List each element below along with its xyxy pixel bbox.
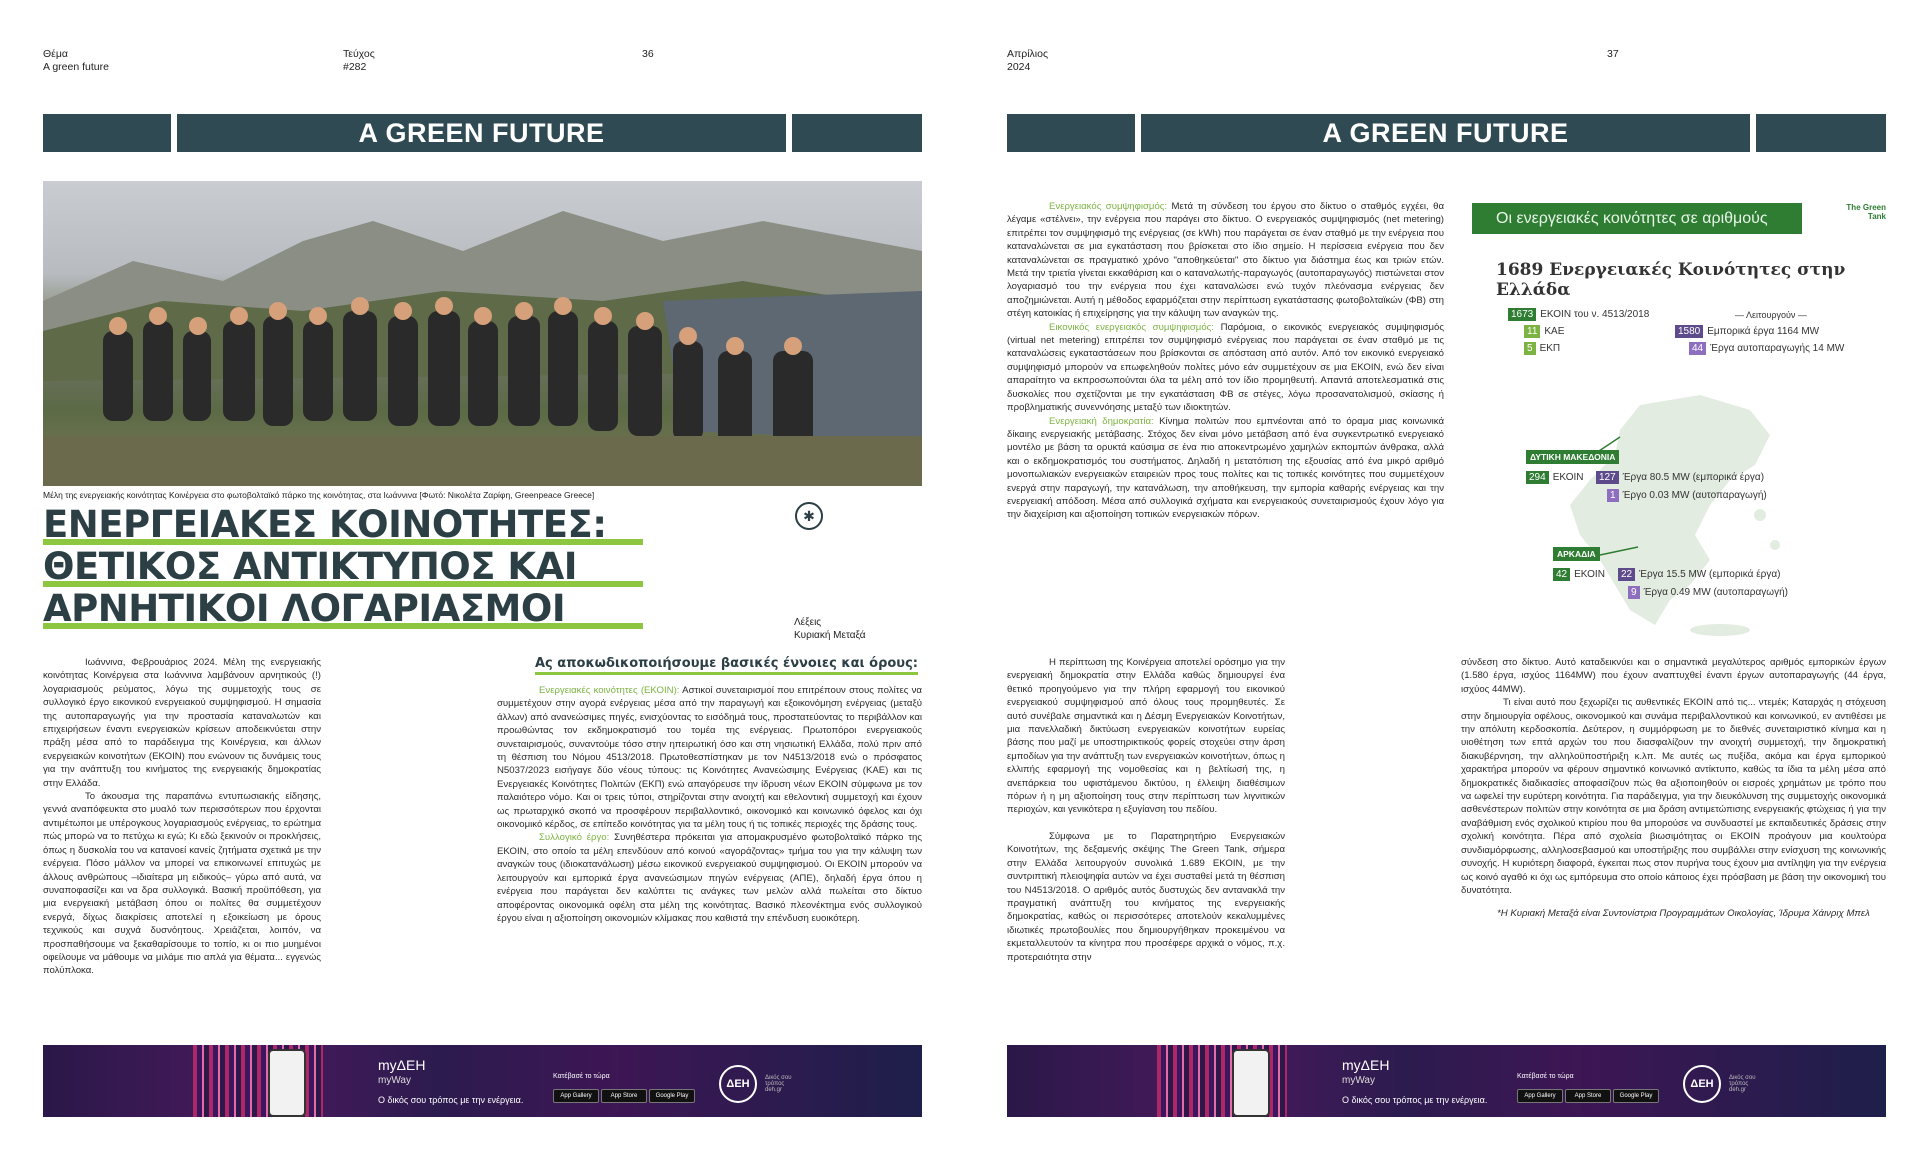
banner-block-right — [1756, 114, 1886, 152]
google-play-badge[interactable]: Google Play — [1613, 1089, 1659, 1103]
green-tank-logo: The Green Tank — [1846, 203, 1886, 221]
right-column-1 — [1007, 656, 1285, 964]
paragraph: Τι είναι αυτό που ξεχωρίζει τις αυθεντικές ΕΚΟΙΝ από τις... ντεμέκ; Καταρχάς η στόχευση στην δημιουργία οφέλους, οικονομικού και συνάμα περιβαλλοντικού και κοινωνικού, εν αντιθέσει με την απόλυτη κερδοσκοπία. Δεύτερον, η συμμόρφωση με το διεθνές συνεταιριστικό κίνημα και η υιοθέτηση των επτά αρχών του που διασφαλίζουν την ανοιχτή συμμετοχή, την δημοκρατική διακυβέρνηση, την αλληλοϋποστήριξη κ.λπ. Με αυτές ως πυξίδα, ακόμα και έργα εμπορικού χαρακτήρα μπορούν να φέρουν σημαντικό κοινωνικό αντίκτυπο, καθώς τα ίδια τα μέλη μέσα από δημοκρατικές διαδικασίες αποφασίζουν πώς θα αξιοποιηθούν οι εισροές χρημάτων με τρόπο που να ωφελεί την ευρύτερη κοινότητα. Για παράδειγμα, για την διευκόλυνση της συμμετοχής οικονομικά ασθενέστερων πολιτών στην κοινότητα σε μια δράση αντιμετώπισης ενεργειακής φτώχειας ή για την αναβάθμιση ενός σχολικού κτιρίου που θα μπορούσε να συνδυαστεί με εκπαιδευτικές δράσεις στην σχολική κοινότητα. Πέρα από σχολεία βιωσιμότητας οι ΕΚΟΙΝ προάγουν μια κουλτούρα συνδιαμόρφωσης, αλληλοσεβασμού και υποστήριξης που συμβάλλει στην ενίσχυση της κοινωνικής συνοχής. Η κυριότερη διαφορά, έγκειται πως στον πυρήνα τους έχουν μια αντίληψη για την ενέργεια ως κοινό αγαθό κι όχι ως εμπόρευμα στο οποίο κάποιος έχει πρόσβαση με βάση την οικονομική του δυνατότητα. — [1461, 697, 1886, 896]
ad-tagline: Ο δικός σου τρόπος με την ενέργεια. — [378, 1095, 524, 1105]
ad-small-text: Δικός σου τρόπος deh.gr — [765, 1075, 792, 1093]
stat-row: 44 Έργα αυτοπαραγωγής 14 MW — [1689, 342, 1844, 356]
term-label: Ενεργειακός συμψηφισμός: — [1049, 201, 1168, 212]
section-banner: A GREEN FUTURE — [177, 114, 786, 152]
advertisement-banner[interactable] — [43, 1045, 922, 1117]
region-stats: 22 Έργα 15.5 MW (εμπορικά έργα) — [1618, 568, 1780, 582]
advertisement-banner[interactable] — [1007, 1045, 1886, 1117]
google-play-badge[interactable]: Google Play — [649, 1089, 695, 1103]
byline: Λέξεις Κυριακή Μεταξά — [794, 617, 866, 641]
stat-row: 1673 ΕΚΟΙΝ του ν. 4513/2018 — [1508, 308, 1649, 322]
paragraph: Η περίπτωση της Κοινέργεια αποτελεί ορόσημο για την ενεργειακή δημοκρατία στην Ελλάδα καθώς δημιουργεί ένα θετικό προηγούμενο για την πλήρη εφαρμογή του εικονικού ενεργειακού συμψηφισμού από όλους τους προμηθευτές. Σε αυτό συνέβαλε σημαντικά και η Δέσμη Ενεργειακών Κοινοτήτων, μια πανελλαδική δικτύωση ενεργειακών κοινοτήτων ευρείας βάσης που μαζί με υποστηρικτικούς φορείς στοχεύει στην άρση εμποδίων για την ανάπτυξη των ενεργειακών κοινοτήτων, όπως η ελλιπής εφαρμογή της νομοθεσίας και η βελτίωσή της, η ανεπάρκεια του υφιστάμενου δικτύου, η έλλειψη διαθέσιμων πόρων ή η μη αξιοποίηση τους στην περίπτωση των λιγνιτικών περιοχών, και γενικότερα η εξυγίανση του πεδίου. — [1007, 657, 1285, 816]
term-paragraph: Εικονικός ενεργειακός συμψηφισμός: Παρόμοια, ο εικονικός ενεργειακός συμψηφισμός (virtual net metering) επιτρέπει τον συμψηφισμό ενέργειας που παράγεται σε έναν σταθμό με τις καταναλώσεις εγκαταστάσεων που βρίσκονται σε απόσταση από αυτόν. Από τον εικονικό ενεργειακό συμψηφισμό μπορούν να επωφεληθούν πολίτες μόνο εάν συμμετέχουν σε μια ΕΚΟΙΝ, ενώ δεν είναι απαραίτητο να εκπροσωπούνται όλα τα μέλη από τον ίδιο προμηθευτή. Απαντά αποτελεσματικά στις δυσκολίες που σχετίζονται με την εγκατάσταση ΦΒ σε στέγες, λόγω προσανατολισμού, σκίασης ή προβληματικής συνεννόησης μεταξύ των ιδιοκτητών. — [1007, 321, 1444, 414]
ad-small-text: Δικός σου τρόπος deh.gr — [1729, 1075, 1756, 1093]
greece-map — [1520, 385, 1810, 640]
term-paragraph: Συλλογικό έργο: Συνηθέστερα πρόκειται για απομακρυσμένο φωτοβολταϊκό πάρκο της ΕΚΟΙΝ, στο οποίο τα μέλη επενδύουν από κοινού «αγοράζοντας» τμήμα του για την κάλυψη των αναγκών τους (ιδιοκατανάλωση) μέσω εικονικού ενεργειακού συμψηφισμού. Οι ΕΚΟΙΝ μπορούν να λειτουργούν και εμπορικά έργα ανανεώσιμων πηγών ενέργειας (ΑΠΕ), δηλαδή έργα όπου η ενέργεια που παράγεται δεν καλύπτει τις ανάγκες των μελών αλλά πωλείται στο δίκτυο αποφέροντας οικονομικά οφέλη στα μέλη της κοινότητας. Βασικό πλεονέκτημα ενός συλλογικού έργου είναι η αξιοποίηση οικονομιών κλίμακας που καθιστά την επένδυση ευοικότερη. — [497, 832, 923, 924]
region-label-dytiki-makedonia: ΔΥΤΙΚΗ ΜΑΚΕΔΟΝΙΑ — [1526, 450, 1619, 464]
ad-title: myΔΕΗ — [378, 1057, 426, 1073]
left-column-2 — [497, 684, 922, 925]
app-store-badge[interactable]: App Store — [1565, 1089, 1611, 1103]
stat-row: 1580 Εμπορικά έργα 1164 MW — [1675, 325, 1819, 339]
region-stats: 294 ΕΚΟΙΝ — [1526, 471, 1584, 485]
paragraph: Το άκουσμα της παραπάνω εντυπωσιακής είδησης, γεννά αναπόφευκτα στο μυαλό των περισσότερων που έρχονται αντιμέτωποι με υπέρογκους λογαριασμούς ενέργειας, το ερώτημα πώς μπορώ να το πετύχω κι εγώ; Κι εδώ ξεκινούν οι προκλήσεις, όπως η δυσκολία του να κατανοεί κανείς ζητήματα σχετικά με την ενέργεια. Πόσο μάλλον να μπορεί να επικοινωνεί επιτυχώς με άλλους ανθρώπους –ιδιαίτερα μη ειδικούς– γύρω από αυτά, να συναποφασίζει και να δρα συλλογικά. Βασική προϋπόθεση, για μια ενεργειακή μετάβαση όπου οι πολίτες θα συμμετέχουν ενεργά, δίχως διακρίσεις αποτελεί η εξοικείωση με όρους τεχνικούς και συχνά δυσνόητους. Χρειάζεται, λοιπόν, να προσπαθήσουμε να ξεκαθαρίσουμε το τοπίο, κι οι πιο μυημένοι οφείλουμε να μάθουμε να μιλάμε πιο απλά για θέματα... εγγενώς πολύπλοκα. — [43, 791, 321, 977]
article-headline — [43, 504, 643, 630]
region-stats: 42 ΕΚΟΙΝ — [1553, 568, 1605, 582]
stat-row: 5 ΕΚΠ — [1524, 342, 1560, 356]
paragraph: σύνδεση στο δίκτυο. Αυτό καταδεικνύει και ο σημαντικά μεγαλύτερος αριθμός εμπορικών έργων (1.580 έργα, ισχύος 1164MW) που έχουν αναπτυχθεί έναντι έργων αυτοπαραγωγής (44 έργα, ισχύος 44MW). — [1461, 657, 1886, 695]
ad-download-label: Κατέβασέ το τώρα — [553, 1073, 610, 1080]
headline-line-3: ΑΡΝΗΤΙΚΟΙ ΛΟΓΑΡΙΑΣΜΟΙ — [43, 588, 643, 630]
region-stats: 127 Έργα 80.5 MW (εμπορικά έργα) — [1596, 471, 1764, 485]
star-icon: ✱ — [795, 502, 823, 530]
deh-logo: ΔΕΗ — [719, 1065, 757, 1103]
banner-block-left — [43, 114, 171, 152]
page-number: 37 — [1607, 48, 1619, 60]
section-banner: A GREEN FUTURE — [1141, 114, 1750, 152]
region-stats: 1 Έργο 0.03 MW (αυτοπαραγωγή) — [1607, 489, 1767, 503]
infographic-title: 1689 Ενεργειακές Κοινότητες στην Ελλάδα — [1496, 260, 1846, 300]
term-label: Ενεργειακή δημοκρατία: — [1049, 415, 1154, 427]
page-number: 36 — [642, 48, 654, 60]
term-paragraph: Ενεργειακές κοινότητες (ΕΚΟΙΝ): Αστικοί συνεταιρισμοί που επιτρέπουν στους πολίτες να συμμετέχουν στην αγορά ενέργειας μέσα από την παραγωγή και εξοικονόμηση ενέργειας (μεταξύ άλλων) από ανανεώσιμες πηγές, ενισχύοντας το εισόδημά τους, προστατεύοντας το περιβάλλον και προωθώντας τον εκδημοκρατισμό του τομέα της ενέργειας. Πρωτοπόροι ενεργειακούς συνεταιρισμούς, συναντούμε τόσο στην ηπειρωτική όσο και στη νησιωτική Ελλάδα, πολύ πριν από τη θέσπιση του Νόμου 4513/2018. Πρωτοθεσπίστηκαν με τον Ν4513/2018 ενώ ο πρόσφατος Ν5037/2023 εισήγαγε δύο νέους τύπους: τις Κοινότητες Ανανεώσιμης Ενέργειας (ΚΑΕ) και τις Ενεργειακές Κοινότητες Πολιτών (ΕΚΠ) ενώ απαγόρευσε την ίδρυση νέων ΕΚΟΙΝ σύμφωνα με τον παλαιότερο νόμο. Και οι τρεις τύποι, στηρίζονται στην ανοιχτή και εθελοντική συμμετοχή και έχουν ως πρωταρχικό σκοπό να προσφέρουν περιβαλλοντικό, οικονομικό και κοινωνικό όφελος και όχι οικονομικό κέρδος, σε επίπεδο κοινότητας για τα μέλη τους ή τις τοπικές περιοχές της δράσης τους. — [497, 685, 922, 831]
headline-line-2: ΘΕΤΙΚΟΣ ΑΝΤΙΚΤΥΠΟΣ ΚΑΙ — [43, 546, 643, 588]
author-note: *Η Κυριακή Μεταξά είναι Συντονίστρια Προγραμμάτων Οικολογίας, Ίδρυμα Χάινριχ Μπελ — [1497, 908, 1870, 920]
term-paragraph: Ενεργειακή δημοκρατία: Κίνημα πολιτών που εμπνέονται από το όραμα μιας κοινωνικά δίκαιης ενεργειακής μετάβασης. Στόχος δεν είναι μόνο μετάβαση από ένα συγκεντρωτικό ενεργειακό μοντέλο με βάση τα ορυκτά καύσιμα σε ένα πιο αποκεντρωμένο χαμηλών εκπομπών άνθρακα, αλλά και ο εκδημοκρατισμός του συστήματος. Δηλαδή η μετατόπιση της εξουσίας από ένα μικρό αριθμό μονοπωλιακών ενεργειακών εταιρειών προς τους πολίτες και τις τοπικές κοινότητες που συμμετέχουν ενεργά στην παραγωγή, την κατανάλωση, την αποθήκευση, την εμπορία καθαρής ενέργειας και την ενεργειακή απόδοση. Μέσα από συλλογικά σχήματα και ενεργειακούς συνεταιρισμούς έχουν λόγο για την διαχείριση και αξιοποίηση τοπικών ενεργειακών πόρων. — [1007, 415, 1445, 521]
photo-illustration — [43, 181, 922, 486]
right-column-2 — [1461, 656, 1886, 921]
ad-title: myΔΕΗ — [1342, 1057, 1390, 1073]
banner-block-left — [1007, 114, 1135, 152]
stat-row: 11 ΚΑΕ — [1524, 325, 1564, 339]
ad-subtitle: myWay — [1342, 1075, 1375, 1086]
headline-line-1: ΕΝΕΡΓΕΙΑΚΕΣ ΚΟΙΝΟΤΗΤΕΣ: — [43, 504, 643, 546]
paragraph: Ιωάννινα, Φεβρουάριος 2024. Μέλη της ενεργειακής κοινότητας Κοινέργεια στα Ιωάννινα λαμβάνουν αρνητικούς (!) λογαριασμούς ρεύματος, λόγω της συμμετοχής τους σε συλλογικό έργο εικονικού ενεργειακού συμψηφισμού. Η σημασία της αυτοπαραγωγής για την προστασία καταναλωτών και επιχειρήσεων έναντι ενεργειακών κρίσεων αποδεικνύεται στην πράξη μέσα από το παράδειγμα της Κοινέργεια, και άλλων ενεργειακών κοινοτήτων (ΕΚΟΙΝ) που ενώνουν τις δυνάμεις τους για την ανάπτυξη του κινήματος της ενεργειακής δημοκρατίας στην Ελλάδα. — [43, 657, 321, 789]
term-paragraph: Ενεργειακός συμψηφισμός: Μετά τη σύνδεση του έργου στο δίκτυο ο σταθμός εγχέει, θα λέγαμε «στέλνει», την ενέργεια που παράγει στο δίκτυο. Ο ενεργειακός συμψηφισμός (net metering) επιτρέπει τον συμψηφισμό της ενέργειας (σε kWh) που παράγεται σε έναν σταθμό με την ενέργεια που καταναλώνεται σε μια εγκατάσταση που βρίσκεται στο ίδιο σημείο. Η περίσσεια ενέργεια που δεν καταναλώνεται σε πραγματικό χρόνο "αποθηκεύεται" στο δίκτυο για διάστημα έως και τριών ετών. Μετά την τριετία γίνεται εκκαθάριση και ο καταναλωτής-παραγωγός (αυτοπαραγωγός) πιστώνεται στον λογαριασμό του την ενέργεια που έχει καταναλώσει ενώ τυχόν πλεόνασμα ενέργειας δεν αποζημιώνεται. Αυτή η μέθοδος εφαρμόζεται στην περίπτωση εγκατάστασης φωτοβολταϊκών (ΦΒ) στη στέγη κατοικίας ή επιχείρησης για την κάλυψη των αναγκών της. — [1007, 201, 1444, 320]
phone-icon — [268, 1049, 306, 1117]
issue-meta: Τεύχος #282 — [343, 48, 375, 73]
region-label-arkadia: ΑΡΚΑΔΙΑ — [1553, 547, 1600, 561]
term-label: Εικονικός ενεργειακός συμψηφισμός: — [1049, 321, 1214, 333]
ad-tagline: Ο δικός σου τρόπος με την ενέργεια. — [1342, 1095, 1488, 1105]
operating-label: — Λειτουργούν — — [1735, 310, 1807, 320]
definitions-column — [1007, 200, 1444, 522]
deh-logo: ΔΕΗ — [1683, 1065, 1721, 1103]
region-stats: 9 Έργα 0.49 MW (αυτοπαραγωγή) — [1628, 586, 1788, 600]
infographic-header: Οι ενεργειακές κοινότητες σε αριθμούς — [1472, 203, 1802, 234]
term-label: Συλλογικό έργο: — [539, 832, 610, 844]
photo-caption: Μέλη της ενεργειακής κοινότητας Κοινέργεια στο φωτοβολταϊκό πάρκο της κοινότητας, στα Ιωάννινα [Φωτό: Νικολέτα Ζαρίφη, Greenpeace Greece] — [43, 490, 595, 500]
app-store-badge[interactable]: App Store — [601, 1089, 647, 1103]
subhead: Ας αποκωδικοποιήσουμε βασικές έννοιες και όρους: — [535, 654, 918, 675]
banner-block-right — [792, 114, 922, 152]
left-column-1 — [43, 656, 321, 978]
community-photo — [43, 181, 922, 486]
ad-subtitle: myWay — [378, 1075, 411, 1086]
app-gallery-badge[interactable]: App Gallery — [553, 1089, 599, 1103]
phone-icon — [1232, 1049, 1270, 1117]
ad-download-label: Κατέβασέ το τώρα — [1517, 1073, 1574, 1080]
app-gallery-badge[interactable]: App Gallery — [1517, 1089, 1563, 1103]
term-label: Ενεργειακές κοινότητες (ΕΚΟΙΝ): — [539, 685, 680, 696]
paragraph: Σύμφωνα με το Παρατηρητήριο Ενεργειακών Κοινοτήτων, της δεξαμενής σκέψης The Green Tank, σήμερα στην Ελλάδα λειτουργούν συνολικά 1.689 ΕΚΟΙΝ, με την συντριπτική πλειοψηφία αυτών να έχει συσταθεί μετά τη θέσπιση του Ν4513/2018. Ο αριθμός αυτός δυστυχώς δεν αντανακλά την πραγματική ανάπτυξη του κινήματος της ενεργειακής δημοκρατίας, καθώς οι περισσότερες αποτελούν κεκαλυμμένες ιδιωτικές πρωτοβουλίες που δημιουργήθηκαν προκειμένου να εκμεταλλευτούν τα κίνητρα που προσέφερε αρχικά ο νόμος, π.χ. προτεραιότητα στην — [1007, 830, 1285, 963]
date-meta: Απρίλιος 2024 — [1007, 48, 1049, 73]
theme-meta: Θέμα A green future — [43, 48, 109, 73]
